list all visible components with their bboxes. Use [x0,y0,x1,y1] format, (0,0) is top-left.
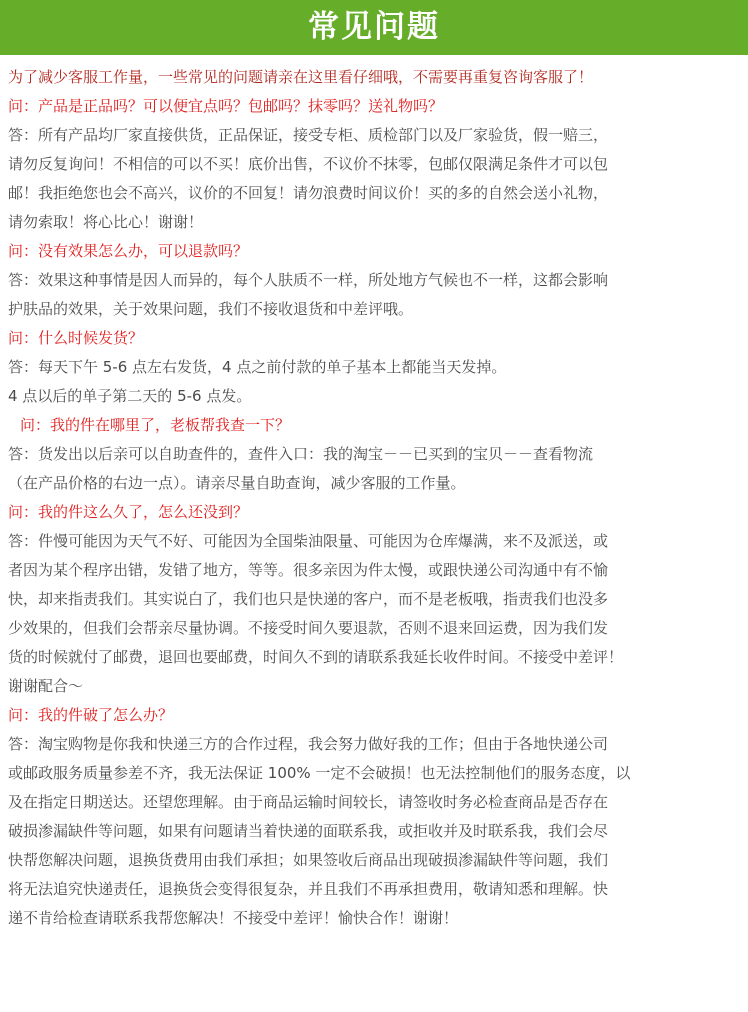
faq-answer-line: 请勿索取！将心比心！谢谢！ [8,213,204,231]
faq-question: 问：我的件这么久了，怎么还没到？ [8,503,249,521]
faq-answer-line: 快，却来指责我们。其实说白了，我们也只是快递的客户，而不是老板哦，指责我们也没多 [8,590,609,608]
faq-answer-line: 答：件慢可能因为天气不好、可能因为全国柴油限量、可能因为仓库爆满，来不及派送，或 [8,532,609,550]
faq-answer-line: 邮！我拒绝您也会不高兴，议价的不回复！请勿浪费时间议价！买的多的自然会送小礼物， [8,184,609,202]
page-title: 常见问题 [0,0,748,55]
faq-answer-line: 货的时候就付了邮费，退回也要邮费，时间久不到的请联系我延长收件时间。不接受中差评！ [8,648,624,666]
faq-question: 问：产品是正品吗？可以便宜点吗？包邮吗？抹零吗？送礼物吗？ [8,97,444,115]
faq-answer-line: 答：货发出以后亲可以自助查件的，查件入口：我的淘宝－－已买到的宝贝－－查看物流 [8,445,594,463]
faq-answer-line: 4 点以后的单子第二天的 5-6 点发。 [8,387,252,405]
faq-answer-line: 护肤品的效果，关于效果问题，我们不接收退货和中差评哦。 [8,300,414,318]
faq-question: 问：什么时候发货？ [8,329,144,347]
faq-answer-line: 者因为某个程序出错，发错了地方，等等。很多亲因为件太慢，或跟快递公司沟通中有不愉 [8,561,609,579]
faq-answer-line: （在产品价格的右边一点）。请亲尽量自助查询，减少客服的工作量。 [8,474,466,492]
faq-answer-line: 及在指定日期送达。还望您理解。由于商品运输时间较长，请签收时务必检查商品是否存在 [8,793,609,811]
faq-answer-line: 答：淘宝购物是你我和快递三方的合作过程，我会努力做好我的工作；但由于各地快递公司 [8,735,609,753]
intro-text: 为了减少客服工作量，一些常见的问题请亲在这里看仔细哦，不需要再重复咨询客服了！ [8,68,594,86]
faq-answer-line: 答：效果这种事情是因人而异的，每个人肤质不一样，所处地方气候也不一样，这都会影响 [8,271,609,289]
faq-question: 问：我的件破了怎么办？ [8,706,174,724]
faq-answer-line: 答：每天下午 5-6 点左右发货，4 点之前付款的单子基本上都能当天发掉。 [8,358,507,376]
faq-answer-line: 或邮政服务质量参差不齐，我无法保证 100% 一定不会破损！也无法控制他们的服务态度，以 [8,764,631,782]
faq-content [8,63,742,933]
faq-answer-line: 答：所有产品均厂家直接供货，正品保证，接受专柜、质检部门以及厂家验货，假一赔三， [8,126,609,144]
faq-answer-line: 请勿反复询问！不相信的可以不买！底价出售，不议价不抹零，包邮仅限满足条件才可以包 [8,155,609,173]
faq-answer-line: 递不肯给检查请联系我帮您解决！不接受中差评！愉快合作！谢谢！ [8,909,459,927]
faq-answer-line: 少效果的，但我们会帮亲尽量协调。不接受时间久要退款，否则不退来回运费，因为我们发 [8,619,609,637]
faq-question: 问：我的件在哪里了，老板帮我查一下？ [20,416,291,434]
faq-answer-line: 快帮您解决问题，退换货费用由我们承担；如果签收后商品出现破损渗漏缺件等问题，我们 [8,851,609,869]
faq-question: 问：没有效果怎么办，可以退款吗？ [8,242,249,260]
faq-answer-line: 将无法追究快递责任，退换货会变得很复杂，并且我们不再承担费用，敬请知悉和理解。快 [8,880,609,898]
faq-answer-line: 破损渗漏缺件等问题，如果有问题请当着快递的面联系我，或拒收并及时联系我，我们会尽 [8,822,609,840]
faq-answer-line: 谢谢配合～ [8,677,84,695]
